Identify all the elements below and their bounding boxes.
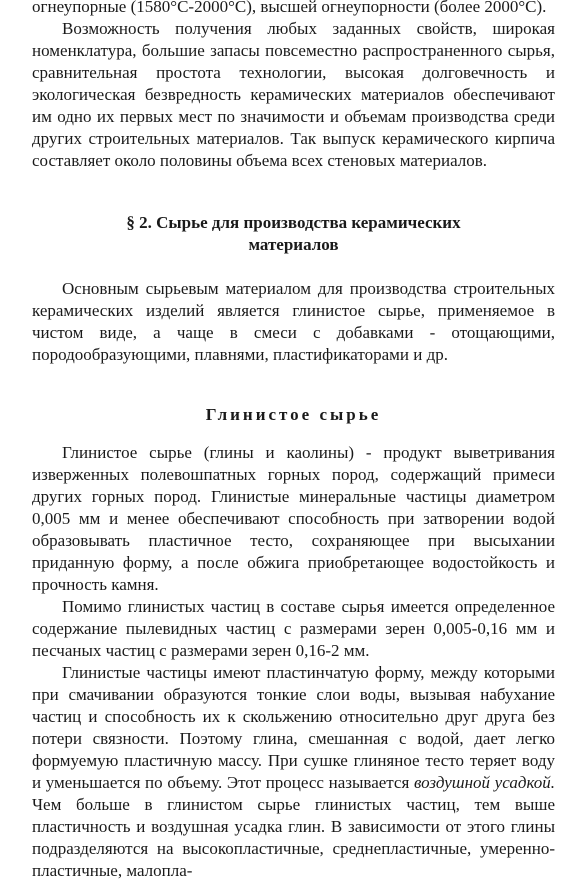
paragraph-plasticity-part-1: Глинистые частицы имеют пластинчатую форму, между которыми при смачивании образуются тонкие слои воды, вызывая набухание частиц и способность их к скольжению относительно друг друга без потери связности. Поэтому глина, смешанная с водой, дает легко формуемую пластичную массу. При сушке глиняное тесто теряет воду и уменьшается по объему. Этот процесс называется (32, 663, 555, 792)
paragraph-raw-materials: Основным сырьевым материалом для производства строительных керамических изделий является глинистое сырье, применяемое в чистом виде, а чаще в смеси с добавками - отощающими, породообразующими, плавнями, пластификаторами и др. (32, 279, 555, 364)
paragraph-plasticity-part-2: Чем больше в глинистом сырье глинистых частиц, тем выше пластичность и воздушная усадка глин. В зависимости от этого глины подразделяются на высокопластичные, среднепластичные, умеренно-пластичные, малопла- (32, 795, 555, 880)
section-title-line-1: § 2. Сырье для производства керамических (126, 213, 461, 232)
paragraph-refractory: огнеупорные (1580°С-2000°С), высшей огнеупорности (более 2000°С). (32, 0, 547, 16)
subheading-clay-raw-material: Глинистое сырье (205, 405, 382, 424)
section-title (32, 212, 555, 256)
term-air-shrinkage: воздушной усадкой. (413, 773, 555, 792)
paragraph-particles: Помимо глинистых частиц в составе сырья имеется определенное содержание пылевидных частиц с размерами зерен 0,005-0,16 мм и песчаных частиц с размерами зерен 0,16-2 мм. (32, 597, 555, 660)
section-title-line-2: материалов (248, 235, 339, 254)
paragraph-advantages: Возможность получения любых заданных свойств, широкая номенклатура, большие запасы повсеместно распространенного сырья, сравнительная простота технологии, высокая долговечность и экологическая безвредность керамических материалов обеспечивают им одно их первых мест по значимости и объемам производства среди других строительных материалов. Так выпуск керамического кирпича составляет около половины объема всех стеновых материалов. (32, 19, 555, 170)
paragraph-plasticity (32, 662, 555, 882)
paragraph-clay-origin: Глинистое сырье (глины и каолины) - продукт выветривания изверженных полевошпатных горных пород, содержащий примеси других горных пород. Глинистые минеральные частицы диаметром 0,005 мм и менее обеспечивают способность при затворении водой образовывать пластичное тесто, сохраняющее при высыхании приданную форму, а после обжига приобретающее водостойкость и прочность камня. (32, 443, 555, 594)
